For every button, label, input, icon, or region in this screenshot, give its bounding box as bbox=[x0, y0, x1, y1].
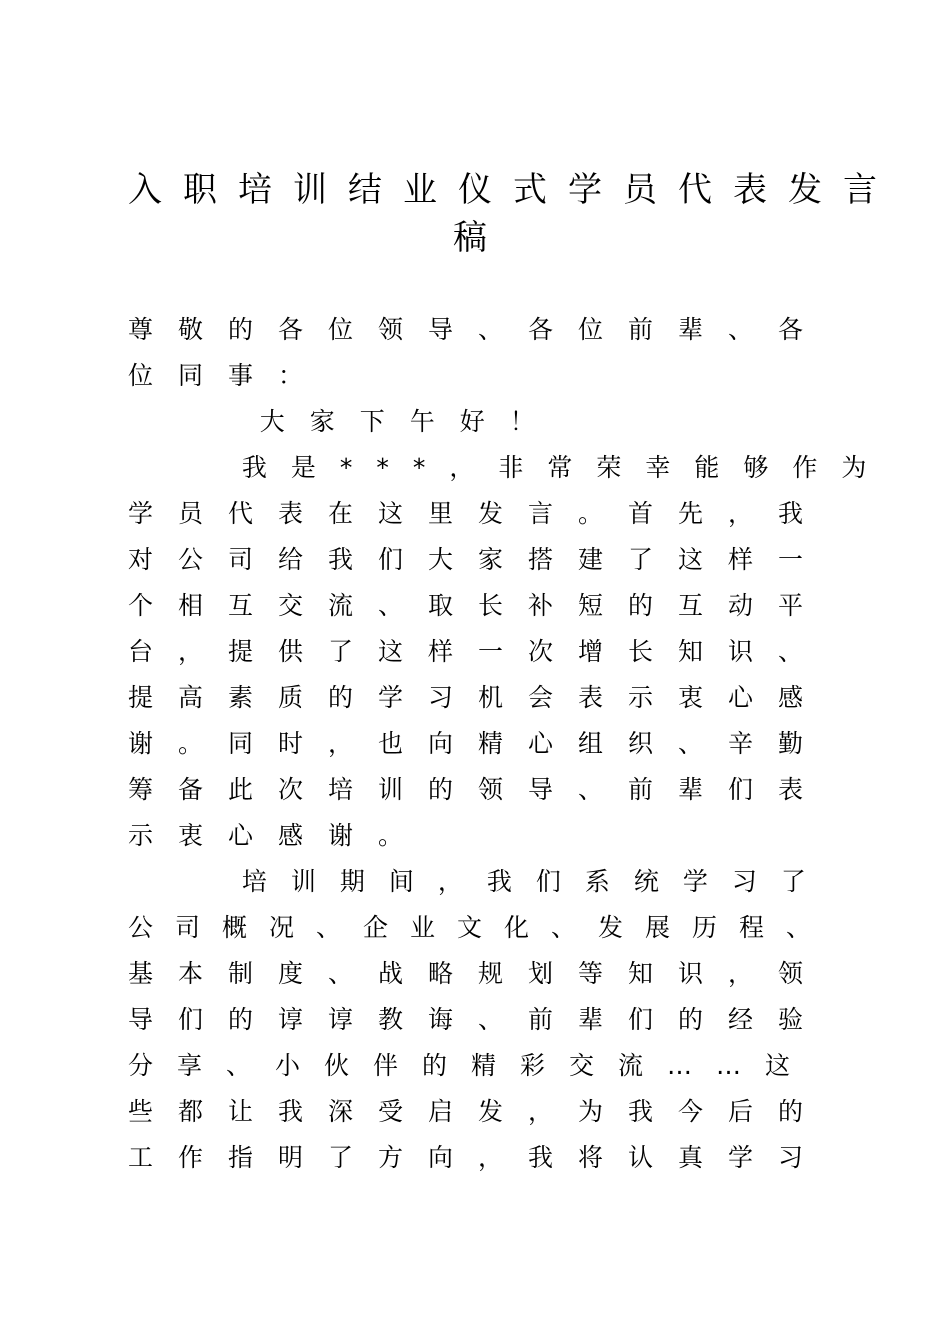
body-line: 提高素质的学习机会表示衷心感 bbox=[128, 683, 829, 712]
body-line: 些都让我深受启发，为我今后的 bbox=[128, 1097, 829, 1126]
document-title-line-1: 入职培训结业仪式学员代表发言 bbox=[128, 170, 898, 210]
body-line: 公司概况、企业文化、发展历程、 bbox=[128, 913, 834, 942]
body-line: 尊敬的各位领导、各位前辈、各 bbox=[128, 315, 829, 344]
document-title-line-2: 稿 bbox=[453, 218, 487, 258]
body-line: 谢。同时，也向精心组织、辛勤 bbox=[128, 729, 829, 758]
body-line: 对公司给我们大家搭建了这样一 bbox=[128, 545, 829, 574]
body-line: 筹备此次培训的领导、前辈们表 bbox=[128, 775, 829, 804]
body-line: 大家下午好！ bbox=[128, 407, 560, 436]
body-line: 台，提供了这样一次增长知识、 bbox=[128, 637, 829, 666]
body-line: 我是***，非常荣幸能够作为 bbox=[178, 453, 891, 482]
body-line: 位同事： bbox=[128, 361, 329, 390]
body-line: 导们的谆谆教诲、前辈们的经验 bbox=[128, 1005, 829, 1034]
body-line: 工作指明了方向，我将认真学习 bbox=[128, 1143, 829, 1172]
body-line: 示衷心感谢。 bbox=[128, 821, 429, 850]
body-line: 分享、小伙伴的精彩交流……这 bbox=[128, 1051, 815, 1080]
body-line: 学员代表在这里发言。首先，我 bbox=[128, 499, 829, 528]
body-line: 个相互交流、取长补短的互动平 bbox=[128, 591, 829, 620]
body-line: 培训期间，我们系统学习了 bbox=[178, 867, 830, 896]
body-line: 基本制度、战略规划等知识，领 bbox=[128, 959, 829, 988]
